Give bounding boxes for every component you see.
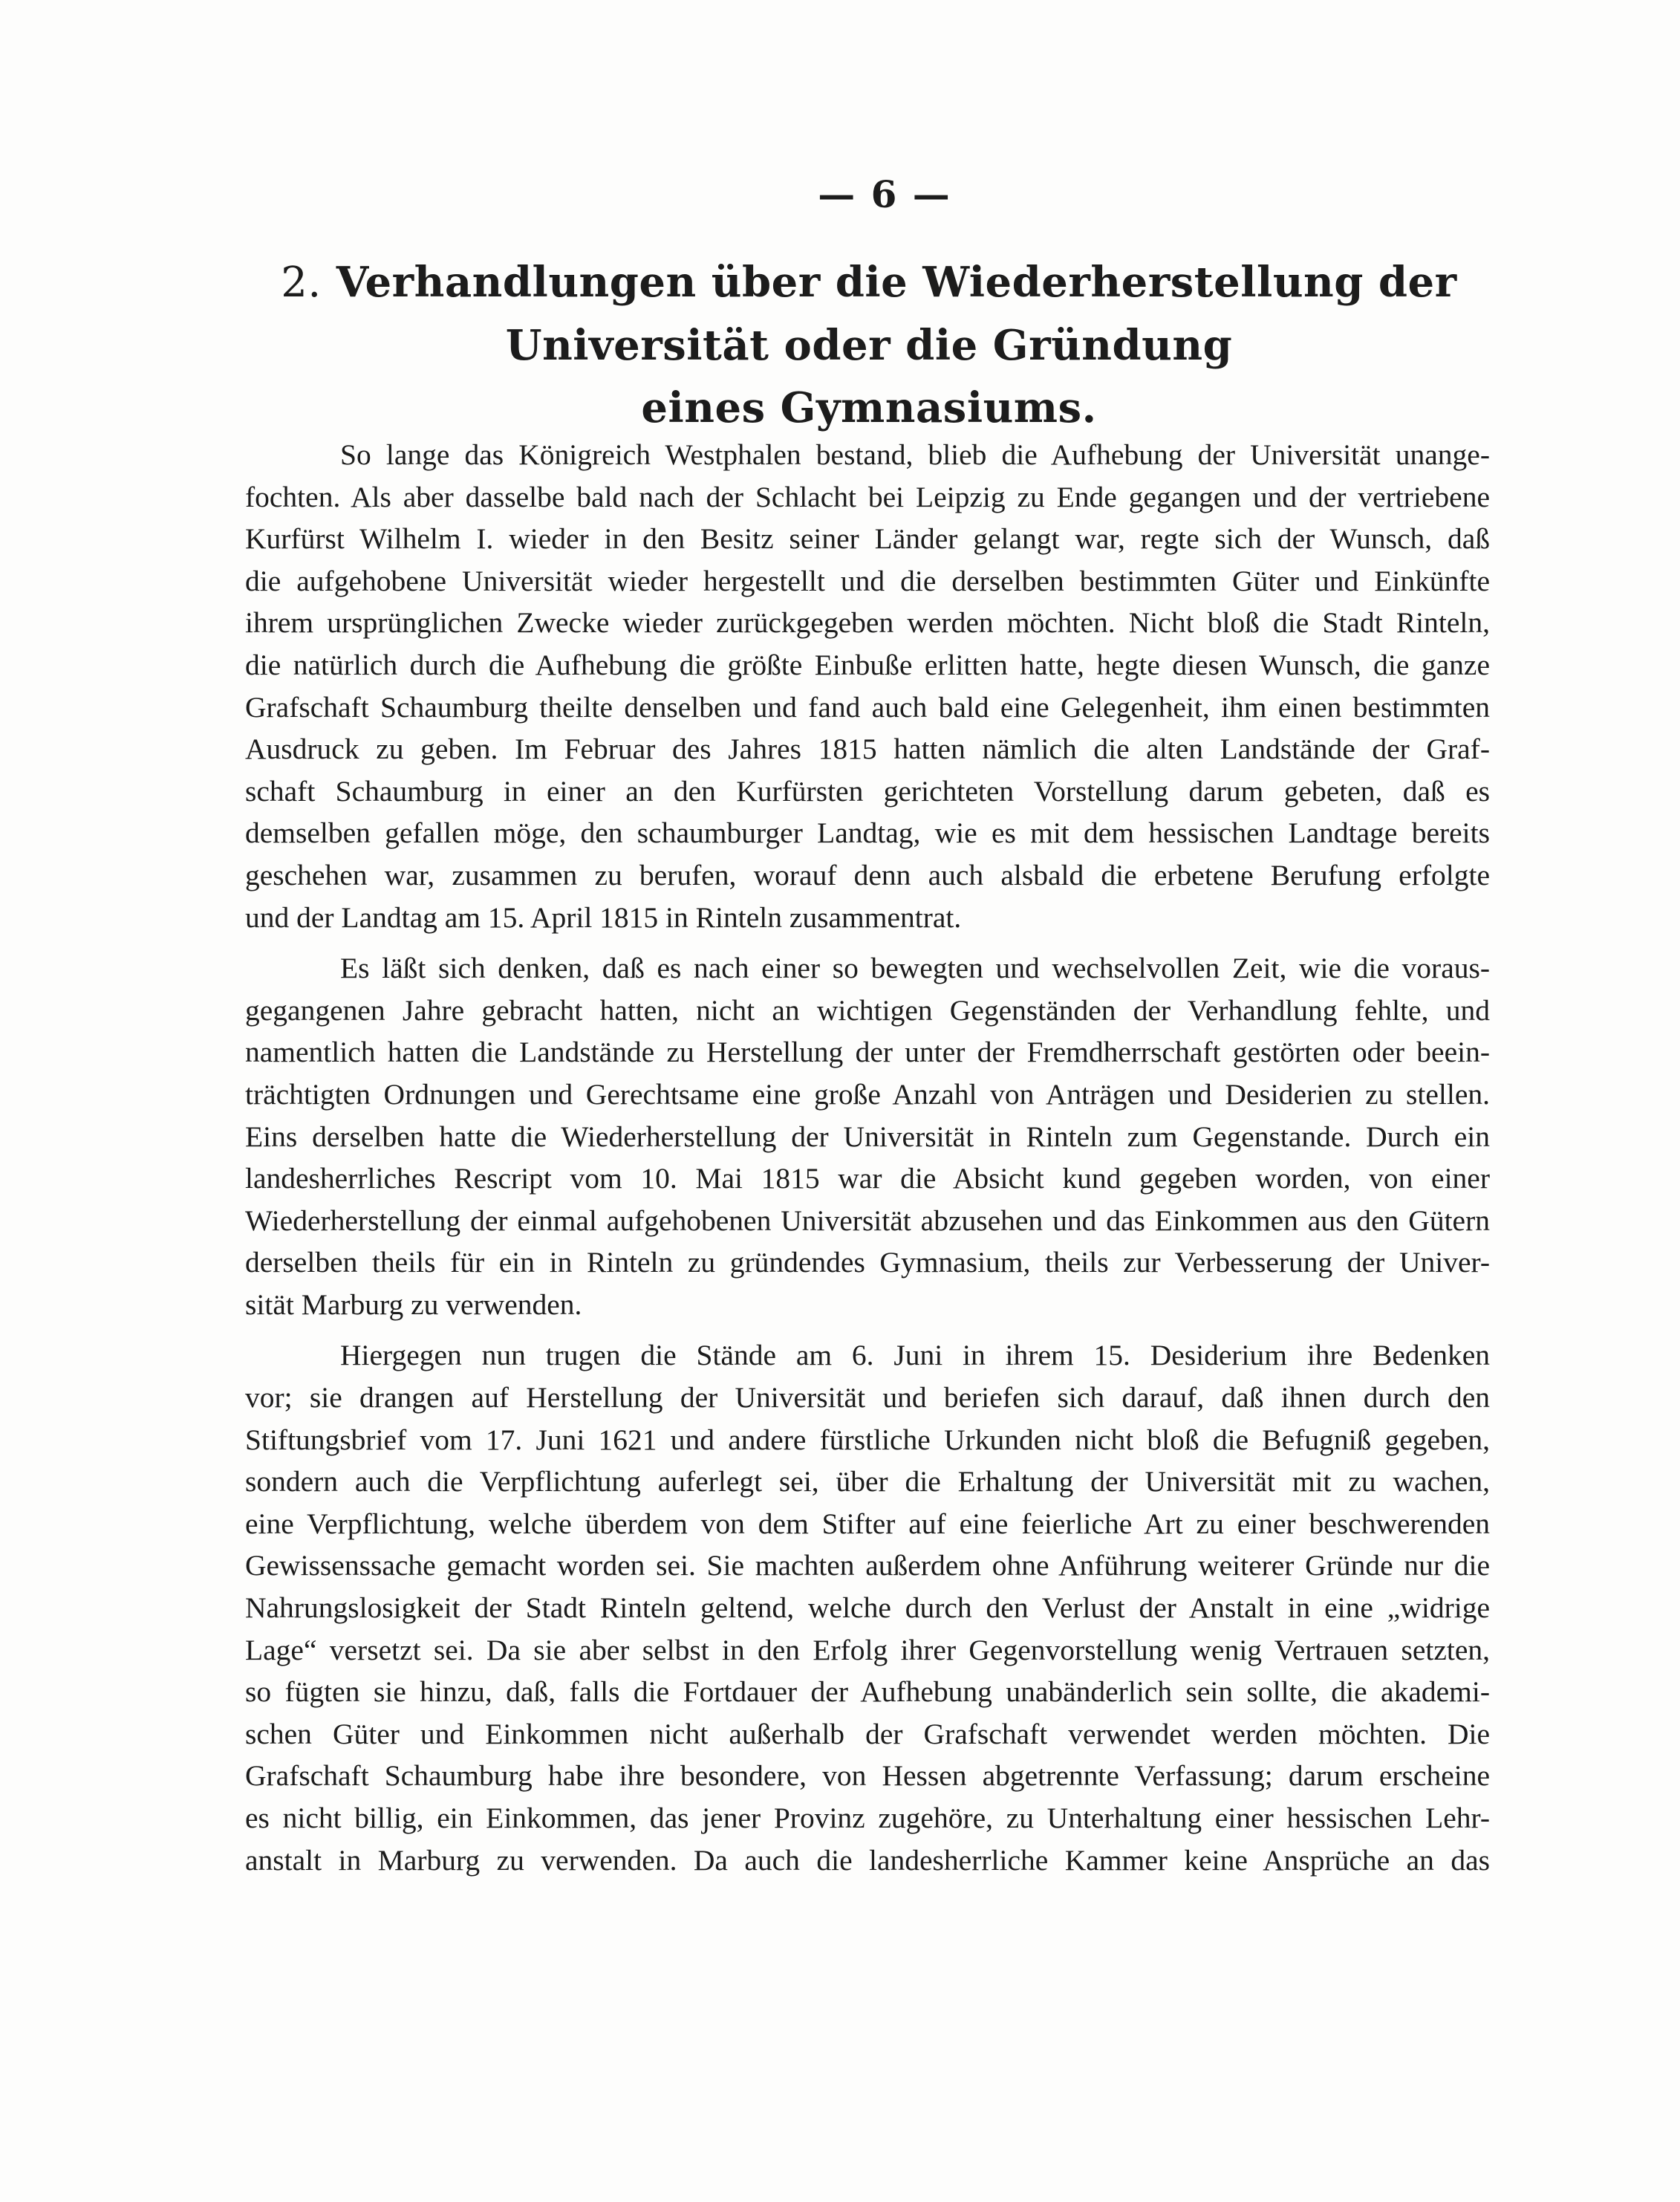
text-line: Gewissenssache gemacht worden sei. Sie machten außerdem ohne Anführung weiterer Gründe nur die <box>245 1549 1490 1582</box>
page-number: — 6 — <box>818 172 951 216</box>
heading-line-1 <box>244 251 1494 377</box>
section-heading <box>244 251 1494 439</box>
text-line: die aufgehobene Universität wieder hergestellt und die derselben bestimmten Güter und Einkünfte <box>245 564 1490 597</box>
text-line: geschehen war, zusammen zu berufen, worauf denn auch alsbald die erbetene Berufung erfolgte <box>245 858 1490 891</box>
text-line: es nicht billig, ein Einkommen, das jener Provinz zugehöre, zu Unterhaltung einer hessischen Lehr- <box>245 1802 1490 1834</box>
text-line: eine Verpflichtung, welche überdem von dem Stifter auf eine feierliche Art zu einer beschwerenden <box>245 1507 1490 1540</box>
paragraph-2 <box>245 947 1490 1325</box>
text-line: namentlich hatten die Landstände zu Herstellung der unter der Fremdherrschaft gestörten oder beein- <box>245 1036 1490 1069</box>
heading-line-2: eines Gymnasiums. <box>641 383 1097 432</box>
text-line: So lange das Königreich Westphalen bestand, blieb die Aufhebung der Universität unange- <box>340 438 1490 471</box>
text-line: die natürlich durch die Aufhebung die größte Einbuße erlitten hatte, hegte diesen Wunsch, die ganze <box>245 648 1490 681</box>
text-line: und der Landtag am 15. April 1815 in Rinteln zusammentrat. <box>245 900 962 934</box>
text-line: Kurfürst Wilhelm I. wieder in den Besitz seiner Länder gelangt war, regte sich der Wunsch, daß <box>245 522 1490 556</box>
heading-title-1: Verhandlungen über die Wiederherstellung der Universität oder die Gründung <box>336 258 1457 370</box>
text-line: Stiftungsbrief vom 17. Juni 1621 und andere fürstliche Urkunden nicht bloß die Befugniß gegeben, <box>245 1423 1490 1456</box>
text-line: Hiergegen nun trugen die Stände am 6. Juni in ihrem 15. Desiderium ihre Bedenken <box>340 1339 1490 1372</box>
text-line: demselben gefallen möge, den schaumburger Landtag, wie es mit dem hessischen Landtage bereits <box>245 816 1490 850</box>
text-line: ihrem ursprünglichen Zwecke wieder zurückgegeben werden möchten. Nicht bloß die Stadt Rinteln, <box>245 606 1490 640</box>
paragraph-gap <box>245 1325 1490 1334</box>
text-line: fochten. Als aber dasselbe bald nach der Schlacht bei Leipzig zu Ende gegangen und der vertriebene <box>245 480 1490 513</box>
text-line: Lage“ versetzt sei. Da sie aber selbst in den Erfolg ihrer Gegenvorstellung wenig Vertrauen setzten, <box>245 1633 1490 1666</box>
text-line: Ausdruck zu geben. Im Februar des Jahres 1815 hatten nämlich die alten Landstände der Graf- <box>245 733 1490 766</box>
text-line: Eins derselben hatte die Wiederherstellung der Universität in Rinteln zum Gegenstande. Durch ein <box>245 1120 1490 1153</box>
text-line: landesherrliches Rescript vom 10. Mai 1815 war die Absicht kund gegeben worden, von einer <box>245 1162 1490 1195</box>
text-line: so fügten sie hinzu, daß, falls die Fortdauer der Aufhebung unabänderlich sein sollte, die akademi- <box>245 1675 1490 1709</box>
text-line: Grafschaft Schaumburg theilte denselben und fand auch bald eine Gelegenheit, ihm einen bestimmten <box>245 690 1490 724</box>
text-line: schaft Schaumburg in einer an den Kurfürsten gerichteten Vorstellung darum gebeten, daß es <box>245 774 1490 808</box>
paragraph-gap <box>245 938 1490 947</box>
section-number: 2. <box>281 259 322 307</box>
text-line: anstalt in Marburg zu verwenden. Da auch die landesherrliche Kammer keine Ansprüche an das <box>245 1843 1490 1877</box>
text-line: sität Marburg zu verwenden. <box>245 1287 582 1321</box>
text-line: gegangenen Jahre gebracht hatten, nicht an wichtigen Gegenständen der Verhandlung fehlte, und <box>245 993 1490 1027</box>
text-line: trächtigten Ordnungen und Gerechtsame eine große Anzahl von Anträgen und Desiderien zu stellen. <box>245 1077 1490 1111</box>
paragraph-1 <box>245 434 1490 938</box>
text-line: Grafschaft Schaumburg habe ihre besondere, von Hessen abgetrennte Verfassung; darum erscheine <box>245 1759 1490 1793</box>
text-line: vor; sie drangen auf Herstellung der Universität und beriefen sich darauf, daß ihnen durch den <box>245 1381 1490 1415</box>
text-line: derselben theils für ein in Rinteln zu gründendes Gymnasium, theils zur Verbesserung der Univer- <box>245 1246 1490 1279</box>
paragraph-3 <box>245 1334 1490 1881</box>
text-line: sondern auch die Verpflichtung auferlegt sei, über die Erhaltung der Universität mit zu wachen, <box>245 1465 1490 1498</box>
body-text <box>245 434 1490 1881</box>
text-line: Wiederherstellung der einmal aufgehobenen Universität abzusehen und das Einkommen aus den Gütern <box>245 1204 1490 1237</box>
text-line: Es läßt sich denken, daß es nach einer so bewegten und wechselvollen Zeit, wie die voraus- <box>340 952 1490 985</box>
text-line: Nahrungslosigkeit der Stadt Rinteln geltend, welche durch den Verlust der Anstalt in eine „widrige <box>245 1591 1490 1625</box>
text-line: schen Güter und Einkommen nicht außerhalb der Grafschaft verwendet werden möchten. Die <box>245 1717 1490 1750</box>
